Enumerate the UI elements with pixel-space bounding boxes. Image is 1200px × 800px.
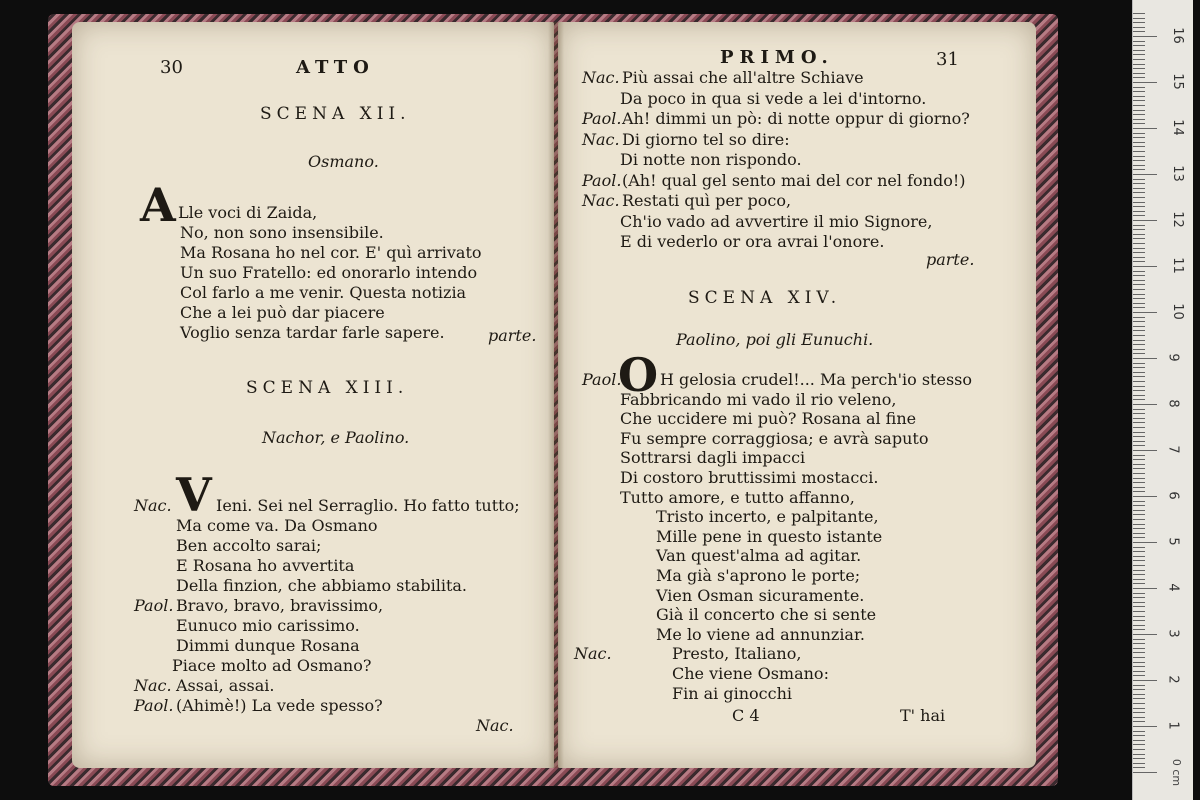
ruler-tick (1133, 41, 1145, 42)
ruler-tick (1133, 225, 1145, 226)
ruler-tick (1133, 514, 1145, 515)
ruler-tick (1133, 36, 1157, 37)
ruler-number: 8 (1165, 399, 1181, 408)
ruler-tick (1133, 156, 1145, 157)
ruler-tick (1133, 754, 1145, 755)
dialogue-line: (Ah! qual gel sento mai del cor nel fondo!) (622, 170, 966, 190)
dialogue-line: Che uccidere mi può? Rosana al fine (620, 409, 917, 429)
ruler-tick (1133, 404, 1157, 405)
ruler-tick (1133, 588, 1157, 589)
ruler-tick (1133, 91, 1145, 92)
scene-xii-title: SCENA XII. (260, 104, 411, 124)
speaker-label: Paol. (582, 170, 622, 190)
ruler-tick (1133, 694, 1145, 695)
ruler-tick (1133, 579, 1145, 580)
scene-xii-exit: parte. (488, 326, 537, 345)
ruler-tick (1133, 390, 1145, 391)
ruler-tick (1133, 77, 1145, 78)
right-exit: parte. (926, 250, 975, 269)
dialogue-line: Sottrarsi dagli impacci (620, 448, 806, 468)
ruler-tick (1133, 294, 1145, 295)
ruler-tick (1133, 602, 1145, 603)
ruler-tick (1133, 505, 1145, 506)
ruler-tick (1133, 574, 1145, 575)
speaker-label: Paol. (582, 109, 622, 128)
dialogue-line: (Ahimè!) La vede spesso? (176, 696, 383, 715)
ruler-tick (1133, 570, 1145, 571)
ruler-tick (1133, 160, 1145, 161)
ruler-tick (1133, 50, 1145, 51)
speaker-label: Paol. (134, 696, 174, 715)
scene-xiii-title: SCENA XIII. (246, 378, 409, 398)
dialogue-line: Eunuco mio carissimo. (176, 616, 360, 635)
ruler-tick (1133, 234, 1145, 235)
ruler-tick (1133, 87, 1145, 88)
ruler-tick (1133, 303, 1145, 304)
dialogue-line: Ah! dimmi un pò: di notte oppur di giorno? (622, 109, 970, 128)
dialogue-line: Piace molto ad Osmano? (172, 656, 372, 675)
ruler-tick (1133, 772, 1157, 773)
ruler-tick (1133, 409, 1145, 410)
ruler-number: 1 (1165, 721, 1181, 730)
ruler-tick (1133, 353, 1145, 354)
ruler-tick (1133, 721, 1145, 722)
ruler-tick (1133, 82, 1157, 83)
left-catchword: Nac. (476, 716, 514, 735)
ruler-tick (1133, 464, 1145, 465)
scene-xii-drop-cap: A (140, 178, 176, 232)
ruler-tick (1133, 133, 1145, 134)
dialogue-line: Fin ai ginocchi (672, 683, 792, 703)
ruler-tick (1133, 620, 1145, 621)
ruler-tick (1133, 252, 1145, 253)
ruler-tick (1133, 363, 1145, 364)
ruler-tick (1133, 666, 1145, 667)
ruler-tick (1133, 192, 1145, 193)
ruler-tick (1133, 376, 1145, 377)
ruler-number: 4 (1165, 583, 1181, 592)
ruler-tick (1133, 708, 1145, 709)
ruler-tick (1133, 510, 1145, 511)
ruler-tick (1133, 151, 1145, 152)
dialogue-line: Ma già s'aprono le porte; (656, 566, 861, 585)
speaker-label: Nac. (582, 68, 620, 87)
ruler-tick (1133, 763, 1145, 764)
ruler-tick (1133, 367, 1145, 368)
ruler-tick (1133, 560, 1145, 561)
ruler-number: 14 (1169, 119, 1185, 136)
right-running-head: PRIMO. (720, 47, 834, 68)
ruler-tick (1133, 432, 1145, 433)
verse-line: No, non sono insensibile. (180, 223, 384, 242)
ruler-tick (1133, 211, 1145, 212)
right-catchword: T' hai (900, 706, 946, 725)
ruler-tick (1133, 105, 1145, 106)
speaker-label: Nac. (134, 676, 172, 695)
verse-line: Un suo Fratello: ed onorarlo intendo (180, 263, 478, 282)
speaker-label: Nac. (574, 644, 612, 664)
ruler-tick (1133, 629, 1145, 630)
ruler-tick (1133, 427, 1145, 428)
ruler-tick (1133, 418, 1145, 419)
ruler-tick (1133, 399, 1145, 400)
ruler-tick (1133, 146, 1145, 147)
ruler-number: 11 (1169, 257, 1185, 274)
ruler-tick (1133, 698, 1145, 699)
ruler-tick (1133, 45, 1145, 46)
verse-line: Voglio senza tardar farle sapere. (180, 323, 445, 342)
ruler-tick (1133, 349, 1145, 350)
ruler-number: 12 (1169, 211, 1185, 228)
ruler-tick (1133, 266, 1157, 267)
ruler-tick (1133, 330, 1145, 331)
left-page-number: 30 (160, 57, 183, 78)
dialogue-line: Me lo viene ad annunziar. (656, 624, 865, 644)
ruler-tick (1133, 220, 1157, 221)
ruler-tick (1133, 593, 1145, 594)
ruler-tick (1133, 54, 1145, 55)
ruler-tick (1133, 712, 1145, 713)
dialogue-line: Restati quì per poco, (622, 191, 792, 210)
dialogue-line: Della finzion, che abbiamo stabilita. (176, 576, 468, 595)
ruler-tick (1133, 96, 1145, 97)
ruler-tick (1133, 64, 1145, 65)
ruler-tick (1133, 542, 1157, 543)
ruler-tick (1133, 735, 1145, 736)
dialogue-line: Tristo incerto, e palpitante, (656, 507, 879, 527)
ruler-tick (1133, 478, 1145, 479)
ruler-tick (1133, 271, 1145, 272)
ruler-tick (1133, 229, 1145, 230)
ruler-tick (1133, 137, 1145, 138)
ruler-tick (1133, 689, 1145, 690)
ruler-tick (1133, 565, 1145, 566)
ruler-number: 13 (1169, 165, 1185, 182)
ruler-tick (1133, 22, 1145, 23)
speaker-label: Paol. (582, 370, 622, 389)
dialogue-line: Fu sempre corraggiosa; e avrà saputo (620, 428, 929, 448)
ruler-tick (1133, 744, 1145, 745)
dialogue-line: Già il concerto che si sente (656, 605, 877, 625)
ruler-tick (1133, 275, 1145, 276)
right-page-number: 31 (936, 49, 959, 70)
ruler-number: 2 (1165, 675, 1181, 684)
dialogue-line: Più assai che all'altre Schiave (622, 68, 864, 87)
ruler-tick (1133, 174, 1157, 175)
ruler-number: 15 (1169, 73, 1185, 90)
ruler-tick (1133, 583, 1145, 584)
scene-xiii-speakers: Nachor, e Paolino. (262, 428, 410, 447)
ruler-tick (1133, 257, 1145, 258)
dialogue-line: Tutto amore, e tutto affanno, (620, 487, 855, 507)
ruler-tick (1133, 643, 1145, 644)
ruler-tick (1133, 731, 1145, 732)
scene-xiv-drop-cap: O (618, 348, 659, 402)
ruler-tick (1133, 680, 1157, 681)
ruler-tick (1133, 183, 1145, 184)
ruler-number: 16 (1169, 27, 1185, 44)
ruler-tick (1133, 726, 1157, 727)
ruler-tick (1133, 68, 1145, 69)
ruler-tick (1133, 528, 1145, 529)
speaker-label: Nac. (582, 191, 620, 210)
ruler-tick (1133, 749, 1145, 750)
ruler-tick (1133, 243, 1145, 244)
ruler-tick (1133, 547, 1145, 548)
ruler-tick (1133, 298, 1145, 299)
ruler-tick (1133, 413, 1145, 414)
scene-xiv-title: SCENA XIV. (688, 288, 842, 308)
ruler-tick (1133, 422, 1145, 423)
ruler-tick (1133, 179, 1145, 180)
dialogue-line: Da poco in qua si vede a lei d'intorno. (620, 88, 927, 108)
ruler-tick (1133, 123, 1145, 124)
ruler-tick (1133, 657, 1145, 658)
ruler-tick (1133, 284, 1145, 285)
ruler-tick (1133, 482, 1145, 483)
ruler-tick (1133, 491, 1145, 492)
ruler-tick (1133, 758, 1145, 759)
ruler-tick (1133, 261, 1145, 262)
ruler-number: 3 (1165, 629, 1181, 638)
ruler-tick (1133, 648, 1145, 649)
ruler-tick (1133, 340, 1145, 341)
dialogue-line: Ieni. Sei nel Serraglio. Ho fatto tutto; (216, 496, 520, 515)
dialogue-line: E Rosana ho avvertita (176, 556, 355, 575)
dialogue-line: Che viene Osmano: (672, 664, 829, 683)
ruler-tick (1133, 537, 1145, 538)
dialogue-line: Ch'io vado ad avvertire il mio Signore, (620, 211, 933, 231)
ruler-tick (1133, 142, 1145, 143)
ruler-tick (1133, 395, 1145, 396)
ruler-tick (1133, 556, 1145, 557)
speaker-label: Paol. (134, 596, 174, 615)
dialogue-line: H gelosia crudel!... Ma perch'io stesso (660, 370, 972, 389)
ruler-tick (1133, 468, 1145, 469)
ruler-tick (1133, 671, 1145, 672)
ruler-tick (1133, 450, 1157, 451)
dialogue-line: Fabbricando mi vado il rio veleno, (620, 389, 897, 409)
ruler-tick (1133, 652, 1145, 653)
ruler-tick (1133, 662, 1145, 663)
dialogue-line: Bravo, bravo, bravissimo, (176, 596, 384, 615)
ruler-tick (1133, 436, 1145, 437)
scene-xiv-speakers: Paolino, poi gli Eunuchi. (676, 330, 874, 349)
ruler-tick (1133, 533, 1145, 534)
ruler-tick (1133, 501, 1145, 502)
dialogue-line: Van quest'alma ad agitar. (656, 546, 862, 566)
ruler-tick (1133, 312, 1157, 313)
ruler-tick (1133, 717, 1145, 718)
ruler-tick (1133, 307, 1145, 308)
ruler-tick (1133, 197, 1145, 198)
ruler-tick (1133, 326, 1145, 327)
dialogue-line: Ma come va. Da Osmano (176, 516, 378, 535)
ruler-tick (1133, 639, 1145, 640)
ruler-tick (1133, 165, 1145, 166)
ruler-tick (1133, 455, 1145, 456)
ruler-tick (1133, 675, 1145, 676)
ruler-number: 7 (1165, 445, 1181, 454)
ruler-tick (1133, 372, 1145, 373)
ruler-tick (1133, 703, 1145, 704)
ruler-tick (1133, 473, 1145, 474)
speaker-label: Nac. (582, 129, 620, 149)
signature-mark: C 4 (732, 706, 760, 725)
ruler-tick (1133, 740, 1145, 741)
dialogue-line: Assai, assai. (176, 676, 275, 695)
ruler-tick (1133, 238, 1145, 239)
ruler-tick (1133, 188, 1145, 189)
ruler-tick (1133, 445, 1145, 446)
verse-line: Ma Rosana ho nel cor. E' quì arrivato (180, 243, 482, 262)
ruler-tick (1133, 215, 1145, 216)
ruler-tick (1133, 597, 1145, 598)
ruler-number: 9 (1165, 353, 1181, 362)
book-gutter (548, 22, 564, 768)
ruler-tick (1133, 248, 1145, 249)
verse-line: Che a lei può dar piacere (180, 303, 385, 322)
ruler-tick (1133, 27, 1145, 28)
ruler-tick (1133, 18, 1145, 19)
ruler-number: 10 (1169, 303, 1185, 320)
ruler-tick (1133, 441, 1145, 442)
verse-line: Col farlo a me venir. Questa notizia (180, 283, 467, 302)
ruler-tick (1133, 128, 1157, 129)
scene-xii-speaker: Osmano. (308, 152, 379, 171)
ruler-tick (1133, 551, 1145, 552)
verse-line: Lle voci di Zaida, (178, 203, 318, 222)
ruler-number: 5 (1165, 537, 1181, 546)
ruler-tick (1133, 616, 1145, 617)
ruler-tick (1133, 496, 1157, 497)
ruler-tick (1133, 114, 1145, 115)
ruler-tick (1133, 459, 1145, 460)
ruler-tick (1133, 358, 1157, 359)
ruler-tick (1133, 73, 1145, 74)
dialogue-line: Di notte non rispondo. (620, 150, 802, 169)
ruler-tick (1133, 519, 1145, 520)
left-running-head: ATTO (296, 57, 375, 78)
ruler-number: 6 (1165, 491, 1181, 500)
dialogue-line: Vien Osman sicuramente. (656, 585, 865, 605)
dialogue-line: Di giorno tel so dire: (622, 129, 790, 149)
ruler-tick (1133, 31, 1145, 32)
ruler-tick (1133, 524, 1145, 525)
dialogue-line: Ben accolto sarai; (176, 536, 322, 555)
dialogue-line: Mille pene in questo istante (656, 526, 883, 546)
ruler-tick (1133, 206, 1145, 207)
ruler-tick (1133, 169, 1145, 170)
ruler-tick (1133, 59, 1145, 60)
ruler-tick (1133, 685, 1145, 686)
ruler-tick (1133, 487, 1145, 488)
ruler-tick (1133, 344, 1145, 345)
ruler-tick (1133, 335, 1145, 336)
ruler-tick (1133, 317, 1145, 318)
scene-xiii-drop-cap: V (176, 468, 212, 522)
ruler-tick (1133, 606, 1145, 607)
ruler-tick (1133, 119, 1145, 120)
ruler-tick (1133, 100, 1145, 101)
ruler-tick (1133, 634, 1157, 635)
dialogue-line: E di vederlo or ora avrai l'onore. (620, 232, 885, 251)
speaker-label: Nac. (134, 496, 172, 515)
ruler-tick (1133, 625, 1145, 626)
ruler-tick (1133, 110, 1145, 111)
ruler-tick (1133, 611, 1145, 612)
ruler-tick (1133, 13, 1145, 14)
measurement-ruler (1132, 0, 1193, 800)
dialogue-line: Presto, Italiano, (672, 644, 802, 664)
dialogue-line: Dimmi dunque Rosana (176, 636, 360, 655)
ruler-tick (1133, 202, 1145, 203)
ruler-tick (1133, 386, 1145, 387)
ruler-tick (1133, 280, 1145, 281)
ruler-tick (1133, 321, 1145, 322)
ruler-tick (1133, 381, 1145, 382)
dialogue-line: Di costoro bruttissimi mostacci. (620, 468, 879, 487)
ruler-zero-label: 0 cm (1170, 758, 1184, 787)
ruler-tick (1133, 767, 1145, 768)
ruler-tick (1133, 289, 1145, 290)
